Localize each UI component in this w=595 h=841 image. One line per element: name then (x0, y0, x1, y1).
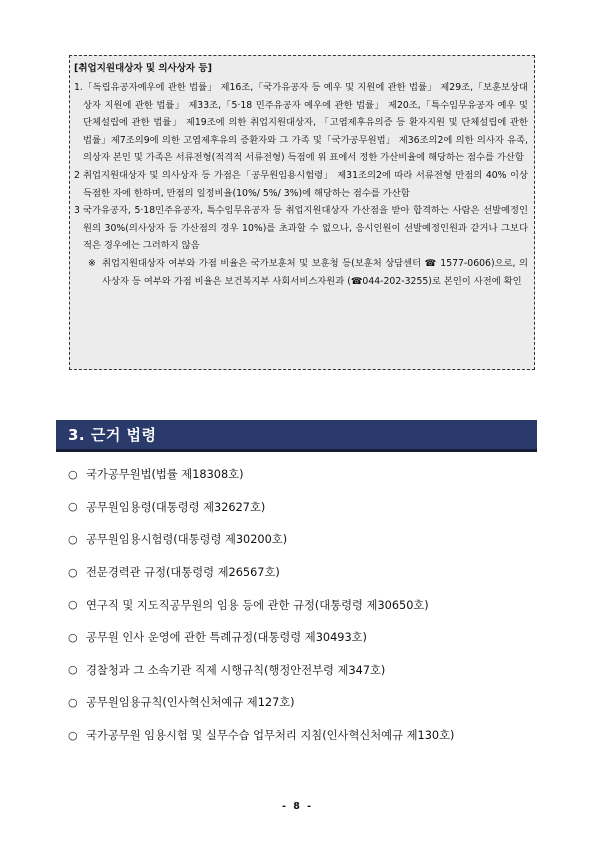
circle-bullet-icon: ○ (68, 630, 78, 644)
law-item (68, 588, 548, 621)
notice-item-text: 「독립유공자예우에 관한 법률」 제16조,「국가유공자 등 예우 및 지원에 관한 법률」 제29조,「보훈보상대상자 지원에 관한 법률」 제33조,「5·18 민주유공자 예우에 관한 법률」 제20조,「특수임무유공자 예우 및 단체설립에 관한 법률」 제19조에 의한 취업지원대상자, 「고엽제후유의증 등 환자지원 및 단체설립에 관한 법률」제7조의9에 의한 고엽제후유의 증환자와 그 가족 및「국가공무원법」 제36조의2에 의한 의사자 유족, 의상자 본인 및 가족은 서류전형(적격적 서류전형) 득점에 위 표에서 정한 가산비율에 해당하는 점수를 가산함 (83, 82, 528, 164)
circle-bullet-icon: ○ (68, 663, 78, 677)
law-text: 국가공무원법(법률 제18308호) (86, 468, 244, 482)
notice-item-number: 3 (74, 205, 80, 217)
law-text: 전문경력관 규정(대통령령 제26567호) (86, 566, 280, 580)
note-mark: ※ (88, 257, 96, 269)
law-item (68, 556, 548, 589)
page-number: - 8 - (281, 801, 314, 812)
law-item (68, 458, 548, 491)
law-item (68, 719, 548, 752)
circle-bullet-icon: ○ (68, 500, 78, 514)
circle-bullet-icon: ○ (68, 598, 78, 612)
note-text: 취업지원대상자 여부와 가점 비율은 국가보훈처 및 보훈청 등(보훈처 상담센터 ☎ 1577-0606)으로, 의사상자 등 여부와 가점 비율은 보건복지부 사회서비스자원과 (☎044-202-3255)로 본인이 사전에 확인 (102, 257, 528, 287)
notice-box (69, 55, 535, 370)
circle-bullet-icon: ○ (68, 728, 78, 742)
notice-title: [취업지원대상자 및 의사상자 등] (74, 63, 212, 74)
circle-bullet-icon: ○ (68, 467, 78, 481)
notice-item-text: 국가유공자, 5·18민주유공자, 특수임무유공자 등 취업지원대상자 가산점을 받아 합격하는 사람은 선발예정인원의 30%(의사상자 등 가산점의 경우 10%)를 초과할 수 없으나, 응시인원이 선발예정인원과 같거나 그보다 적은 경우에는 그러하지 않음 (83, 205, 528, 252)
circle-bullet-icon: ○ (68, 565, 78, 579)
notice-item-text: 취업지원대상자 및 의사상자 등 가점은「공무원임용시험령」 제31조의2에 따라 서류전형 만점의 40% 이상 득점한 자에 한하며, 만점의 일정비율(10%/ 5%/ 3%)에 해당하는 점수를 가산함 (83, 169, 528, 199)
law-item (68, 686, 548, 719)
law-text: 공무원임용령(대통령령 제32627호) (86, 500, 266, 514)
notice-item-number: 2 (74, 169, 80, 181)
circle-bullet-icon: ○ (68, 532, 78, 546)
notice-note (74, 255, 528, 290)
law-text: 공무원 인사 운영에 관한 특례규정(대통령령 제30493호) (86, 631, 367, 645)
notice-item (74, 79, 528, 167)
law-text: 연구직 및 지도직공무원의 임용 등에 관한 규정(대통령령 제30650호) (86, 598, 429, 612)
law-text: 경찰청과 그 소속기관 직제 시행규칙(행정안전부령 제347호) (86, 663, 386, 677)
notice-item-number: 1. (74, 82, 83, 93)
law-item (68, 523, 548, 556)
circle-bullet-icon: ○ (68, 695, 78, 709)
law-text: 공무원임용시험령(대통령령 제30200호) (86, 533, 288, 547)
law-text: 공무원임용규칙(인사혁신처예규 제127호) (86, 696, 295, 710)
law-text: 국가공무원 임용시험 및 실무수습 업무처리 지침(인사혁신처예규 제130호) (86, 729, 455, 743)
notice-item (74, 167, 528, 202)
law-list (68, 458, 548, 751)
section-title: 3. 근거 법령 (68, 426, 157, 444)
law-item (68, 491, 548, 524)
law-item (68, 621, 548, 654)
notice-item (74, 202, 528, 255)
section-header (56, 420, 537, 452)
law-item (68, 654, 548, 687)
